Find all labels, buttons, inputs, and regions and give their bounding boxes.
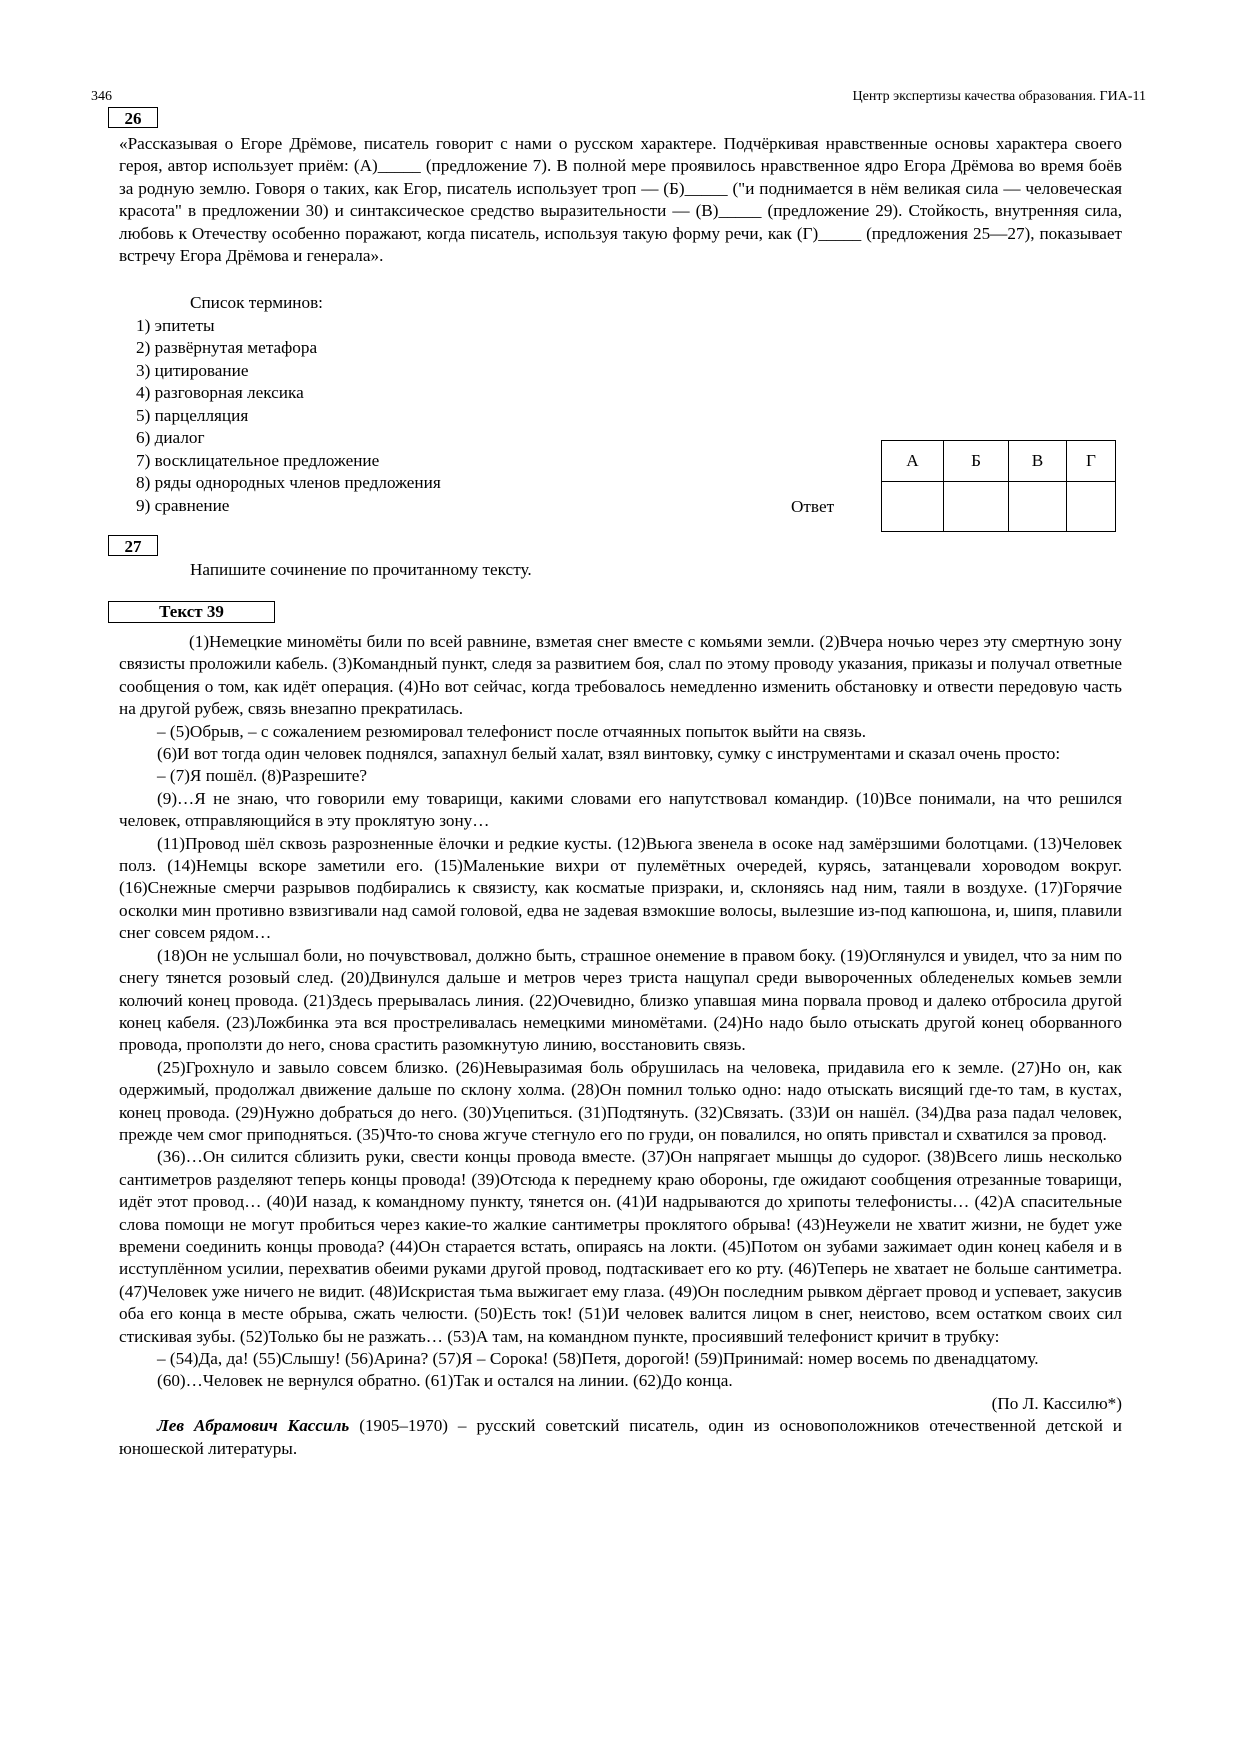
text-paragraph: – (7)Я пошёл. (8)Разрешите? (157, 766, 367, 786)
task-26-number: 26 (108, 107, 158, 128)
term-item: 4) разговорная лексика (136, 383, 304, 403)
text-paragraph: (60)…Человек не вернулся обратно. (61)Так и остался на линии. (62)До конца. (157, 1371, 733, 1391)
answer-column-g: Г (1067, 441, 1116, 482)
text-paragraph: (9)…Я не знаю, что говорили ему товарищи, какими словами его напутствовал командир. (10)Все понимали, на что решился человек, отправляющийся в эту проклятую зону… (119, 788, 1122, 831)
term-item: 9) сравнение (136, 495, 230, 515)
task-26-text (119, 133, 1122, 267)
text-label: Текст 39 (108, 601, 275, 623)
term-item: 7) восклицательное предложение (136, 450, 380, 470)
answer-cell-g[interactable] (1067, 482, 1116, 532)
term-item: 8) ряды однородных членов предложения (136, 473, 441, 493)
term-item: 5) парцелляция (136, 405, 249, 425)
term-item: 2) развёрнутая метафора (136, 338, 318, 358)
text-paragraph: (25)Грохнуло и завыло совсем близко. (26)Невыразимая боль обрушилась на человека, придавила его к земле. (27)Но он, как одержимый, продолжал движение дальше по склону холма. (28)Он помнил только одно: надо отыскать висящий где-то там, в кустах, конец провода. (29)Нужно добраться до него. (30)Уцепиться. (31)Подтянуть. (32)Связать. (33)И он нашёл. (34)Два раза падал человек, прежде чем смог приподняться. (35)Что-то снова жгуче стегнуло его по груди, он повалился, но опять привстал и схватился за провод. (119, 1057, 1122, 1144)
term-item: 1) эпитеты (136, 316, 215, 335)
running-header: Центр экспертизы качества образования. ГИА-11 (852, 89, 1146, 104)
terms-title: Список терминов: (190, 293, 323, 312)
terms-list (136, 315, 441, 517)
answer-column-a: А (882, 441, 944, 482)
answer-cell-b[interactable] (944, 482, 1009, 532)
author-bio: (1905–1970) – русский советский писатель, один из основоположников отечественной детской и юношеской литературы. (119, 1416, 1123, 1458)
text-39-body (119, 631, 1122, 1460)
text-source: (По Л. Кассилю*) (991, 1393, 1122, 1413)
task-27-instruction: Напишите сочинение по прочитанному тексту. (190, 560, 532, 579)
author-name: Лев Абрамович Кассиль (157, 1416, 350, 1436)
task-26-paragraph: «Рассказывая о Егоре Дрёмове, писатель говорит с нами о русском характере. Подчёркивая нравственные основы характера своего героя, автор использует приём: (А)_____ (предложение 7). В полной мере проявилось нравственное ядро Егора Дрёмова во время боёв за родную землю. Говоря о таких, как Егор, писатель использует троп — (Б)_____ ("и поднимается в нём великая сила — человеческая красота" в предложении 30) и синтаксическое средство выразительности — (В)_____ (предложение 29). Стойкость, внутренняя сила, любовь к Отечеству особенно поражают, когда писатель, используя такую форму речи, как (Г)_____ (предложения 25—27), показывает встречу Егора Дрёмова и генерала». (119, 134, 1122, 266)
term-item: 3) цитирование (136, 360, 249, 380)
answer-label: Ответ (791, 497, 835, 516)
answer-cell-v[interactable] (1009, 482, 1067, 532)
text-paragraph: (36)…Он силится сблизить руки, свести концы провода вместе. (37)Он напрягает мышцы до судорог. (38)Всего лишь несколько сантиметров разделяют теперь концы провода! (39)Отсюда к переднему краю обороны, где ожидают сообщения отрезанные товарищи, идёт этот провод… (40)И назад, к командному пункту, тянется он. (41)И надрываются до хрипоты телефонисты… (42)А спасительные слова помощи не могут пробиться через какие-то жалкие сантиметры проклятого обрыва! (43)Неужели не хватит жизни, не будет уже времени соединить концы провода? (44)Он старается встать, опираясь на локти. (45)Потом он зубами зажимает один конец кабеля и в исступлённом усилии, перехватив обеими руками другой провод, подтаскивает его ко рту. (46)Теперь не хватает не больше сантиметра. (47)Человек уже ничего не видит. (48)Искристая тьма выжигает ему глаза. (49)Он последним рывком дёргает провод и успевает, закусив оба его конца в месте обрыва, сжать челюсти. (50)Есть ток! (51)И человек валится лицом в снег, неистово, всем остатком своих сил стискивая зубы. (52)Только бы не разжать… (53)А там, на командном пункте, просиявший телефонист кричит в трубку: (119, 1147, 1122, 1346)
answer-column-v: В (1009, 441, 1067, 482)
task-27-number: 27 (108, 535, 158, 556)
author-note (119, 1415, 1122, 1460)
text-paragraph: (11)Провод шёл сквозь разрозненные ёлочки и редкие кусты. (12)Вьюга звенела в осоке над замёрзшими болотцами. (13)Человек полз. (14)Немцы вскоре заметили его. (15)Маленькие вихри от пулемётных очередей, курясь, затанцевали хороводом вокруг. (16)Снежные смерчи разрывов подбирались к связисту, как косматые призраки, и, склоняясь над ним, таяли в воздухе. (17)Горячие осколки мин противно взвизгивали над самой головой, едва не задевая взмокшие волосы, вылезшие из-под капюшона, и, шипя, плавили снег совсем рядом… (119, 833, 1122, 943)
page-number: 346 (91, 89, 112, 104)
term-item: 6) диалог (136, 428, 205, 448)
answer-table (881, 440, 1116, 532)
answer-column-b: Б (944, 441, 1009, 482)
text-paragraph: (1)Немецкие миномёты били по всей равнине, взметая снег вместе с комьями земли. (2)Вчера ночью через эту смертную зону связисты проложили кабель. (3)Командный пункт, следя за развитием боя, слал по этому проводу указания, приказы и получал ответные сообщения о том, как идёт операция. (4)Но вот сейчас, когда требовалось немедленно изменить обстановку и отвести передовую часть на другой рубеж, связь внезапно прекратилась. (119, 632, 1123, 719)
text-paragraph: (18)Он не услышал боли, но почувствовал, должно быть, страшное онемение в правом боку. (19)Оглянулся и увидел, что за ним по снегу тянется розовый след. (20)Двинулся дальше и метров через триста нащупал среди вывороченных обледенелых комьев земли колючий конец провода. (21)Здесь прерывалась линия. (22)Очевидно, близко упавшая мина порвала провод и далеко отбросила другой конец кабеля. (23)Ложбинка эта вся простреливалась немецкими миномётами. (24)Но надо было отыскать другой конец оборванного провода, проползти до него, снова срастить разомкнутую линию, восстановить связь. (119, 945, 1122, 1055)
text-paragraph: – (54)Да, да! (55)Слышу! (56)Арина? (57)Я – Сорока! (58)Петя, дорогой! (59)Принимай: номер восемь по двенадцатому. (157, 1349, 1039, 1368)
text-paragraph: (6)И вот тогда один человек поднялся, запахнул белый халат, взял винтовку, сумку с инструментами и сказал очень просто: (157, 744, 1061, 764)
text-paragraph: – (5)Обрыв, – с сожалением резюмировал телефонист после отчаянных попыток выйти на связь. (157, 721, 867, 741)
answer-cell-a[interactable] (882, 482, 944, 532)
